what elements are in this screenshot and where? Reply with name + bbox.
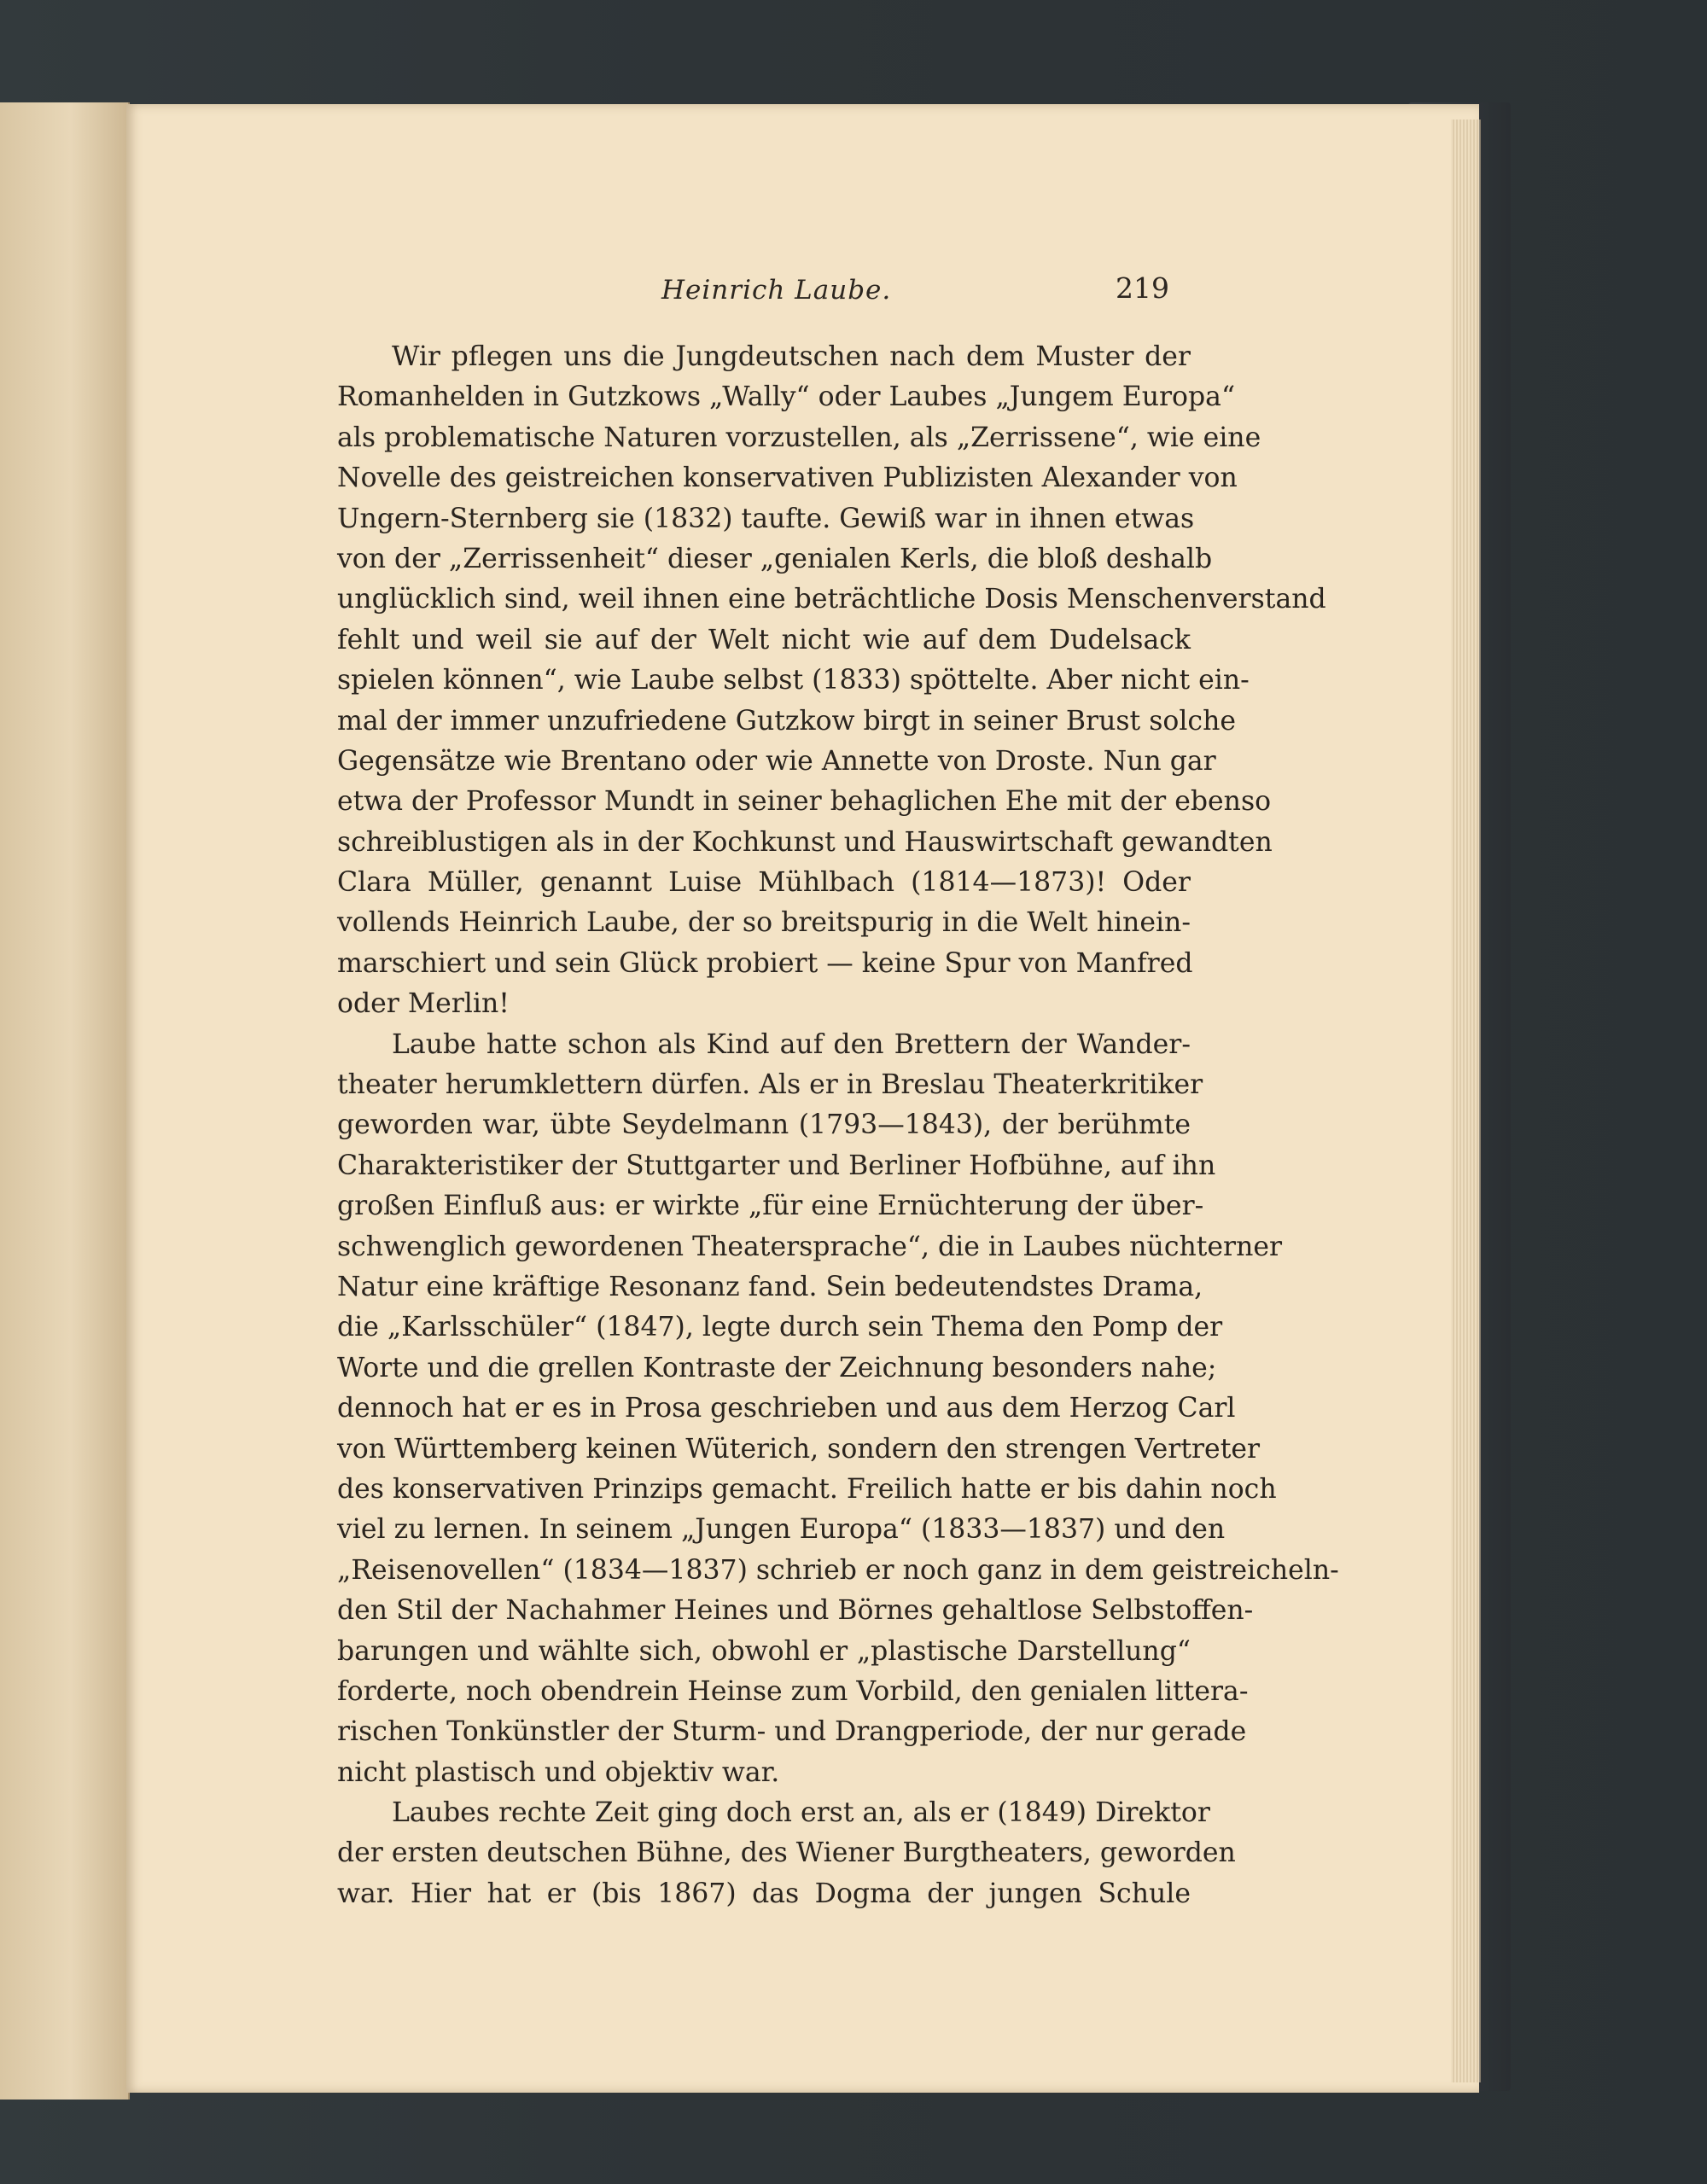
text-line: dennoch hat er es in Prosa geschrieben und aus dem Herzog Carl [337, 1393, 1236, 1424]
text-line: Laubes rechte Zeit ging doch erst an, als er (1849) Direktor [392, 1797, 1210, 1829]
text-line: den Stil der Nachahmer Heines und Börnes gehaltlose Selbstoffen- [337, 1595, 1254, 1627]
text-line: viel zu lernen. In seinem „Jungen Europa“ (1833—1837) und den [337, 1514, 1226, 1546]
text-line: forderte, noch obendrein Heinse zum Vorbild, den genialen littera- [337, 1675, 1249, 1707]
text-line: die „Karlsschüler“ (1847), legte durch sein Thema den Pomp der [337, 1312, 1223, 1343]
page-stack-edge [1451, 119, 1481, 2082]
text-line: theater herumklettern dürfen. Als er in Breslau Theaterkritiker [337, 1069, 1203, 1101]
text-line: von der „Zerrissenheit“ dieser „genialen Kerls, die bloß deshalb [337, 543, 1213, 574]
page-number: 219 [1116, 271, 1169, 305]
text-line: schwenglich gewordenen Theatersprache“, die in Laubes nüchterner [337, 1231, 1283, 1262]
text-line: nicht plastisch und objektiv war. [337, 1756, 780, 1788]
text-line: unglücklich sind, weil ihnen eine beträchtliche Dosis Menschenverstand [337, 584, 1326, 615]
text-line: oder Merlin! [337, 988, 510, 1020]
left-page-edge [0, 102, 130, 2100]
text-line: spielen können“, wie Laube selbst (1833) spöttelte. Aber nicht ein- [337, 665, 1250, 696]
text-line: Ungern-Sternberg sie (1832) taufte. Gewiß war in ihnen etwas [337, 503, 1195, 534]
text-line: Romanhelden in Gutzkows „Wally“ oder Laubes „Jungem Europa“ [337, 381, 1236, 413]
text-line: großen Einfluß aus: er wirkte „für eine Ernüchterung der über- [337, 1191, 1204, 1222]
text-line: geworden war, übte Seydelmann (1793—1843), der berühmte [337, 1109, 1191, 1141]
text-line: fehlt und weil sie auf der Welt nicht wie auf dem Dudelsack [337, 624, 1191, 655]
text-line: Natur eine kräftige Resonanz fand. Sein bedeutendstes Drama, [337, 1271, 1203, 1302]
text-line: der ersten deutschen Bühne, des Wiener Burgtheaters, geworden [337, 1837, 1236, 1869]
text-line: rischen Tonkünstler der Sturm- und Drangperiode, der nur gerade [337, 1716, 1247, 1748]
text-line: als problematische Naturen vorzustellen, als „Zerrissene“, wie eine [337, 422, 1261, 453]
text-line: marschiert und sein Glück probiert — keine Spur von Manfred [337, 947, 1193, 979]
running-head: Heinrich Laube. [661, 275, 892, 306]
text-line: Wir pflegen uns die Jungdeutschen nach dem Muster der [392, 341, 1191, 372]
page-header [333, 271, 1169, 314]
text-line: von Württemberg keinen Wüterich, sondern den strengen Vertreter [337, 1433, 1261, 1465]
text-line: Laube hatte schon als Kind auf den Brettern der Wander- [392, 1028, 1191, 1060]
text-line: etwa der Professor Mundt in seiner behaglichen Ehe mit der ebenso [337, 786, 1272, 818]
text-line: Clara Müller, genannt Luise Mühlbach (1814—1873)! Oder [337, 867, 1191, 899]
body-text [337, 337, 1339, 1914]
text-line: barungen und wählte sich, obwohl er „plastische Darstellung“ [337, 1635, 1191, 1667]
text-line: Gegensätze wie Brentano oder wie Annette von Droste. Nun gar [337, 745, 1216, 777]
text-line: Charakteristiker der Stuttgarter und Berliner Hofbühne, auf ihn [337, 1150, 1216, 1181]
text-line: war. Hier hat er (bis 1867) das Dogma der jungen Schule [337, 1878, 1191, 1909]
text-line: Novelle des geistreichen konservativen Publizisten Alexander von [337, 463, 1238, 494]
text-line: „Reisenovellen“ (1834—1837) schrieb er noch ganz in dem geistreicheln- [337, 1554, 1339, 1586]
text-line: schreiblustigen als in der Kochkunst und Hauswirtschaft gewandten [337, 826, 1273, 858]
text-line: mal der immer unzufriedene Gutzkow birgt in seiner Brust solche [337, 705, 1237, 737]
text-line: vollends Heinrich Laube, der so breitspurig in die Welt hinein- [337, 907, 1191, 939]
text-line: des konservativen Prinzips gemacht. Freilich hatte er bis dahin noch [337, 1473, 1277, 1505]
text-line: Worte und die grellen Kontraste der Zeichnung besonders nahe; [337, 1352, 1217, 1383]
